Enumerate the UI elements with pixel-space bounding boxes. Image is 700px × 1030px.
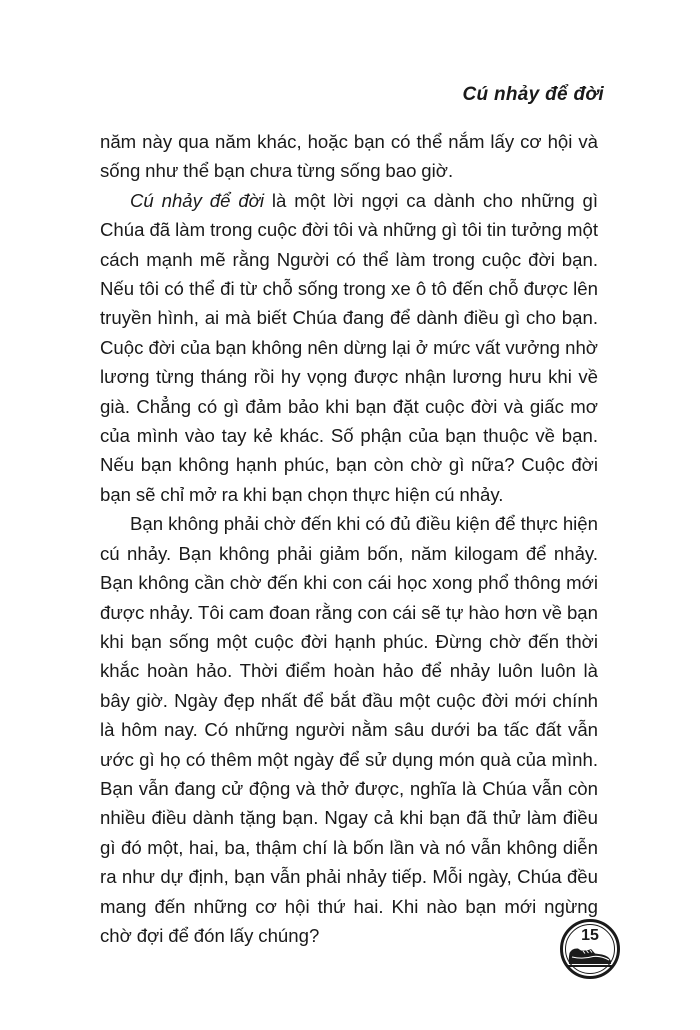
running-head-title: Cú nhảy để đời: [462, 84, 604, 105]
paragraph-continuation: năm này qua năm khác, hoặc bạn có thể nắm lấy cơ hội và sống như thể bạn chưa từng sống bao giờ.: [100, 131, 598, 182]
page-number: 15: [581, 927, 599, 944]
body-text: [100, 127, 598, 950]
paragraph-book-title: [100, 186, 598, 509]
book-title-italic: Cú nhảy để đời: [130, 189, 265, 211]
paragraph-jump: Bạn không phải chờ đến khi có đủ điều kiện để thực hiện cú nhảy. Bạn không phải giảm bốn, năm kilogam để nhảy. Bạn không cần chờ đến khi con cái học xong phổ thông mới được nhảy. Tôi cam đoan rằng con cái sẽ tự hào hơn về bạn khi bạn sống một cuộc đời hạnh phúc. Đừng chờ đến thời khắc hoàn hảo. Thời điểm hoàn hảo để nhảy luôn luôn là bây giờ. Ngày đẹp nhất để bắt đầu một cuộc đời mới chính là hôm nay. Có những người nằm sâu dưới ba tấc đất vẫn ước gì họ có thêm một ngày để sử dụng món quà của mình. Bạn vẫn đang cử động và thở được, nghĩa là Chúa vẫn còn nhiều điều dành tặng bạn. Ngay cả khi bạn đã thử làm điều gì đó một, hai, ba, thậm chí là bốn lần và nó vẫn không diễn ra như dự định, bạn vẫn phải nhảy tiếp. Mỗi ngày, Chúa đều mang đến những cơ hội thứ hai. Khi nào bạn mới ngừng chờ đợi để đón lấy chúng?: [100, 513, 598, 946]
paragraph-text: là một lời ngợi ca dành cho những gì Chúa đã làm trong cuộc đời tôi và những gì tôi tin tưởng một cách mạnh mẽ rằng Người có thể làm trong cuộc đời bạn. Nếu tôi có thể đi từ chỗ sống trong xe ô tô đến chỗ được lên truyền hình, ai mà biết Chúa đang để dành điều gì cho bạn. Cuộc đời của bạn không nên dừng lại ở mức vất vưởng nhờ lương từng tháng rồi hy vọng được nhận lương hưu khi về già. Chẳng có gì đảm bảo khi bạn đặt cuộc đời và giấc mơ của mình vào tay kẻ khác. Số phận của bạn thuộc về bạn. Nếu bạn không hạnh phúc, bạn còn chờ gì nữa? Cuộc đời bạn sẽ chỉ mở ra khi bạn chọn thực hiện cú nhảy.: [100, 189, 598, 505]
